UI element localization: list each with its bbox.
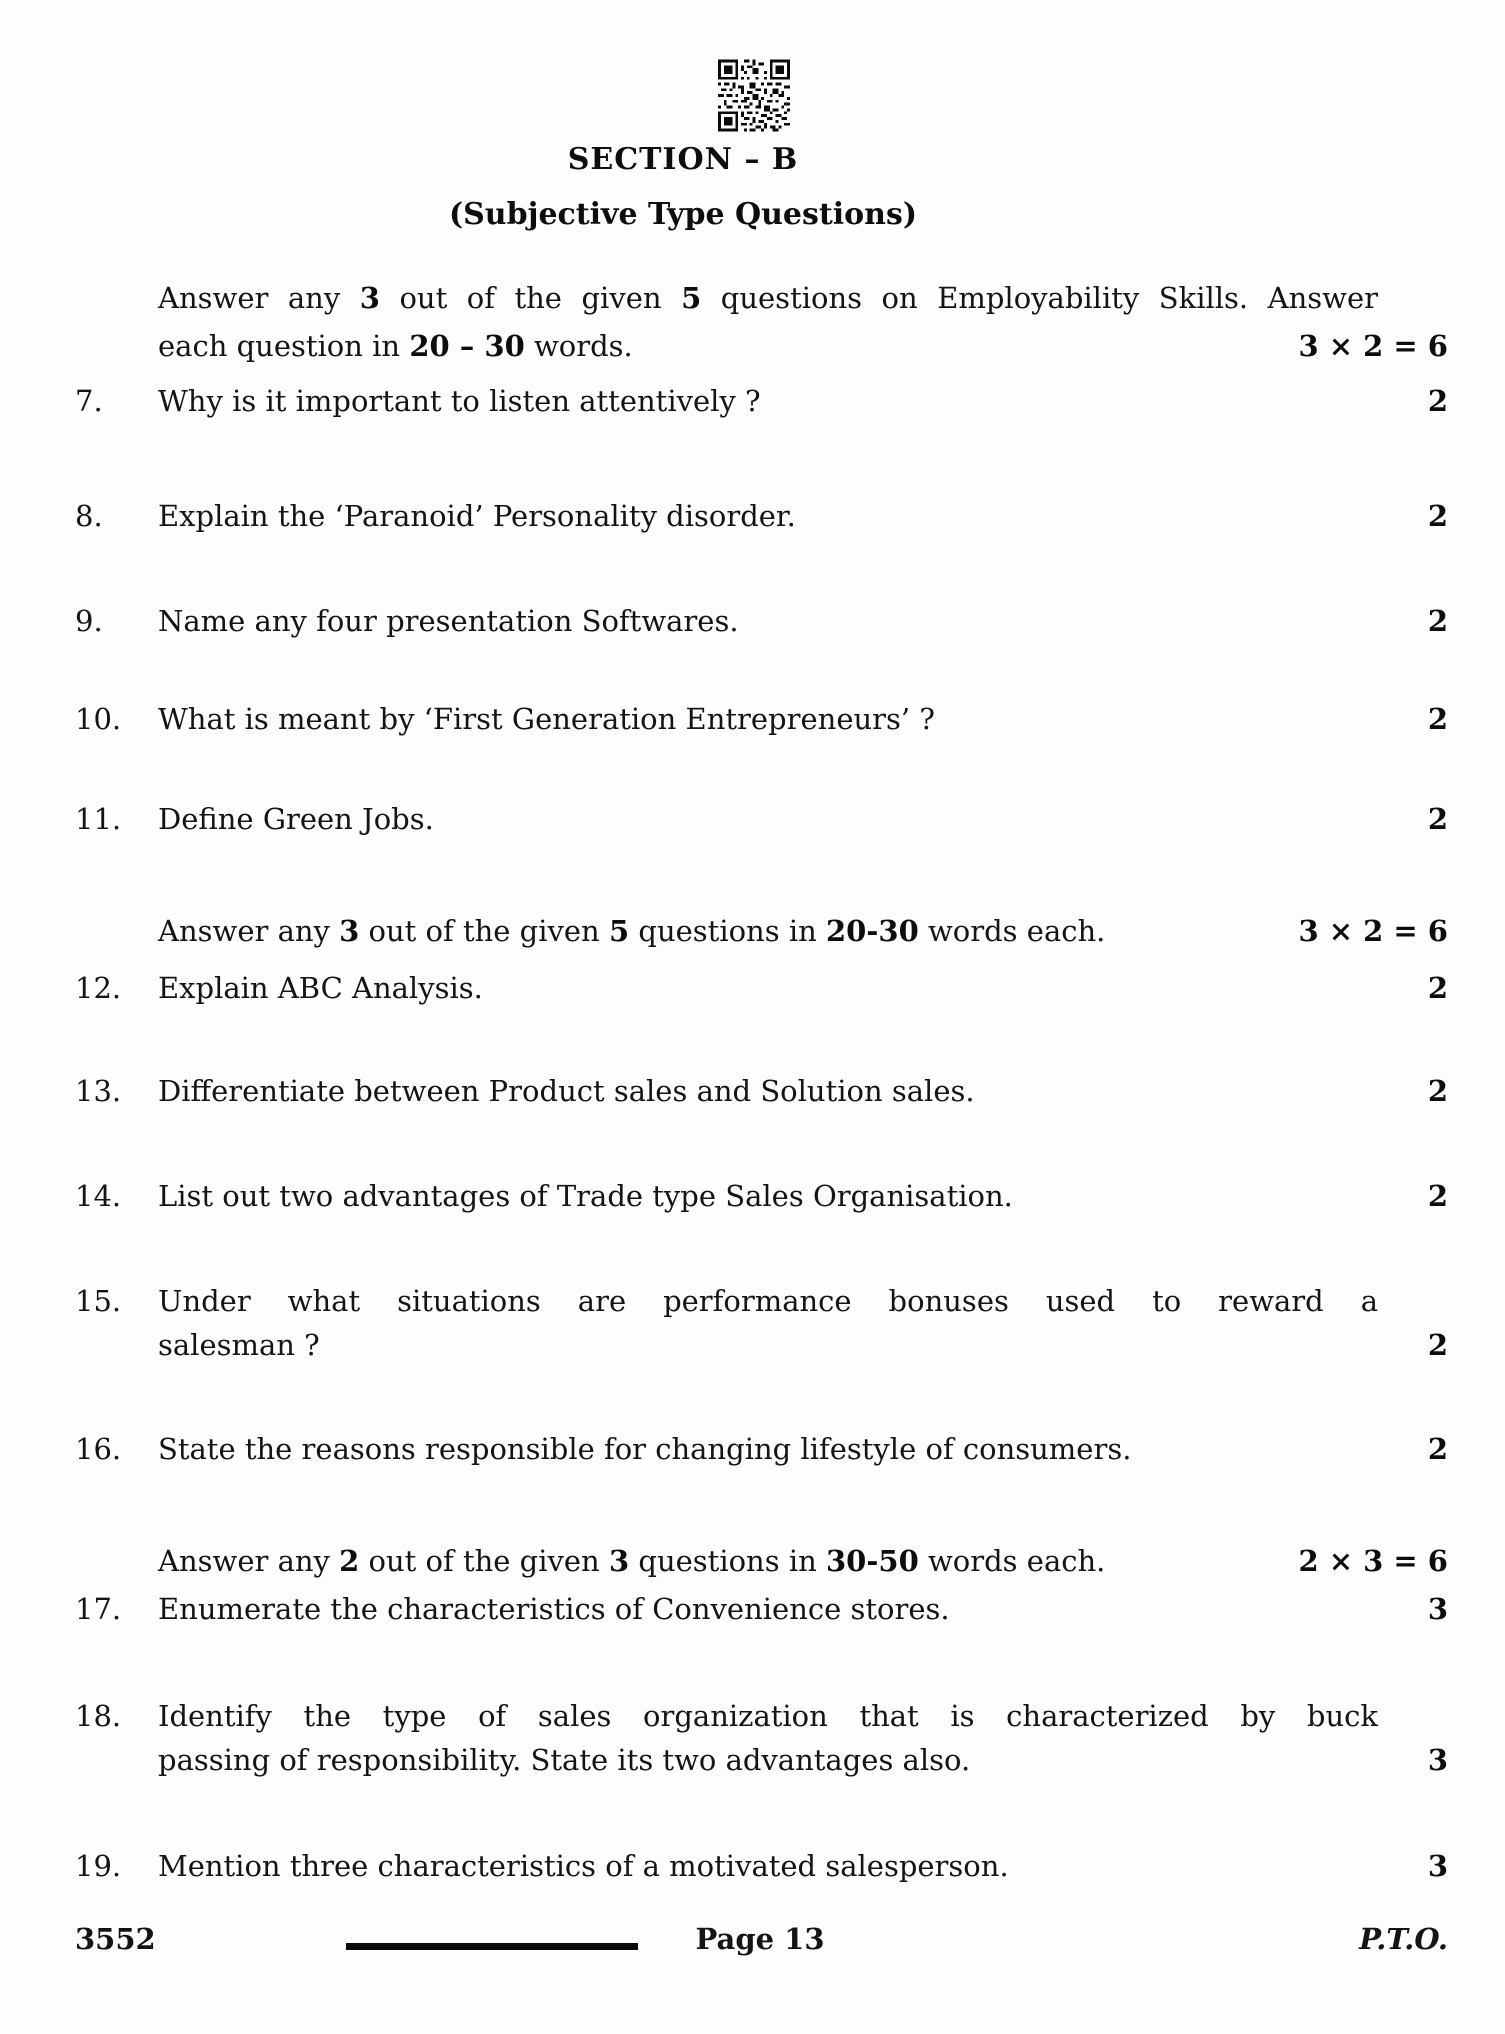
marks-value: 2 — [1427, 1074, 1448, 1108]
question-text: Define Green Jobs. — [158, 802, 434, 836]
page-number: Page 13 — [695, 1922, 825, 1956]
question-number: 15. — [75, 1284, 122, 1318]
question-text: What is meant by ‘First Generation Entrepreneurs’ ? — [158, 702, 935, 736]
paper-code: 3552 — [75, 1922, 156, 1956]
question-text: State the reasons responsible for changing lifestyle of consumers. — [158, 1432, 1132, 1466]
question-text: passing of responsibility. State its two advantages also. — [158, 1743, 971, 1777]
question-row-16 — [75, 1427, 1448, 1471]
question-row-17 — [75, 1587, 1448, 1631]
score-value: 3 × 2 = 6 — [1298, 914, 1448, 948]
question-number: 19. — [75, 1849, 122, 1883]
question-row-18 — [75, 1694, 1448, 1782]
pto-label: P.T.O. — [1359, 1922, 1448, 1956]
question-number: 7. — [75, 384, 103, 418]
question-number: 14. — [75, 1179, 122, 1213]
question-number: 16. — [75, 1432, 122, 1466]
score-value: 2 × 3 = 6 — [1298, 1544, 1448, 1578]
marks-value: 3 — [1427, 1592, 1448, 1626]
question-number: 8. — [75, 499, 103, 533]
question-row-19 — [75, 1844, 1448, 1888]
marks-value: 2 — [1427, 604, 1448, 638]
marks-value: 2 — [1427, 971, 1448, 1005]
question-text: Under what situations are performance bonuses used to reward a — [158, 1284, 1378, 1318]
question-row-11 — [75, 797, 1448, 841]
question-text: Differentiate between Product sales and Solution sales. — [158, 1074, 975, 1108]
instruction-text: Answer any 2 out of the given 3 questions in 30-50 words each. — [158, 1544, 1106, 1578]
instruction-block-1 — [75, 276, 1448, 368]
question-number: 13. — [75, 1074, 122, 1108]
question-text: Mention three characteristics of a motivated salesperson. — [158, 1849, 1009, 1883]
question-text: salesman ? — [158, 1328, 320, 1362]
section-title: SECTION – B — [567, 142, 799, 177]
marks-value: 2 — [1427, 1432, 1448, 1466]
question-number: 11. — [75, 802, 122, 836]
marks-value: 2 — [1427, 702, 1448, 736]
question-number: 9. — [75, 604, 103, 638]
question-text: Name any four presentation Softwares. — [158, 604, 739, 638]
question-text: List out two advantages of Trade type Sales Organisation. — [158, 1179, 1013, 1213]
question-text: Explain ABC Analysis. — [158, 971, 483, 1005]
question-number: 18. — [75, 1699, 122, 1733]
section-subtitle: (Subjective Type Questions) — [448, 197, 918, 232]
question-row-8 — [75, 494, 1448, 538]
marks-value: 2 — [1427, 1179, 1448, 1213]
question-text: Enumerate the characteristics of Convenience stores. — [158, 1592, 950, 1626]
instruction-block-2 — [75, 909, 1448, 953]
score-value: 3 × 2 = 6 — [1298, 329, 1448, 363]
instruction-text: Answer any 3 out of the given 5 questions on Employability Skills. Answer — [158, 281, 1379, 315]
instruction-text: Answer any 3 out of the given 5 questions in 20-30 words each. — [158, 914, 1106, 948]
marks-value: 2 — [1427, 499, 1448, 533]
question-text: Why is it important to listen attentively ? — [158, 384, 761, 418]
qr-code-icon — [718, 59, 790, 132]
marks-value: 2 — [1427, 802, 1448, 836]
question-number: 10. — [75, 702, 122, 736]
question-row-7 — [75, 379, 1448, 423]
instruction-block-3 — [75, 1539, 1448, 1583]
question-row-13 — [75, 1069, 1448, 1113]
question-text: Identify the type of sales organization that is characterized by buck — [158, 1699, 1378, 1733]
marks-value: 3 — [1427, 1743, 1448, 1777]
marks-value: 3 — [1427, 1849, 1448, 1883]
question-row-15 — [75, 1279, 1448, 1367]
question-row-10 — [75, 697, 1448, 741]
question-row-12 — [75, 966, 1448, 1010]
marks-value: 2 — [1427, 384, 1448, 418]
question-number: 17. — [75, 1592, 122, 1626]
instruction-text: each question in 20 – 30 words. — [158, 329, 633, 363]
footer — [75, 1917, 1448, 1967]
question-text: Explain the ‘Paranoid’ Personality disorder. — [158, 499, 796, 533]
marks-value: 2 — [1427, 1328, 1448, 1362]
question-row-9 — [75, 599, 1448, 643]
question-number: 12. — [75, 971, 122, 1005]
question-row-14 — [75, 1174, 1448, 1218]
